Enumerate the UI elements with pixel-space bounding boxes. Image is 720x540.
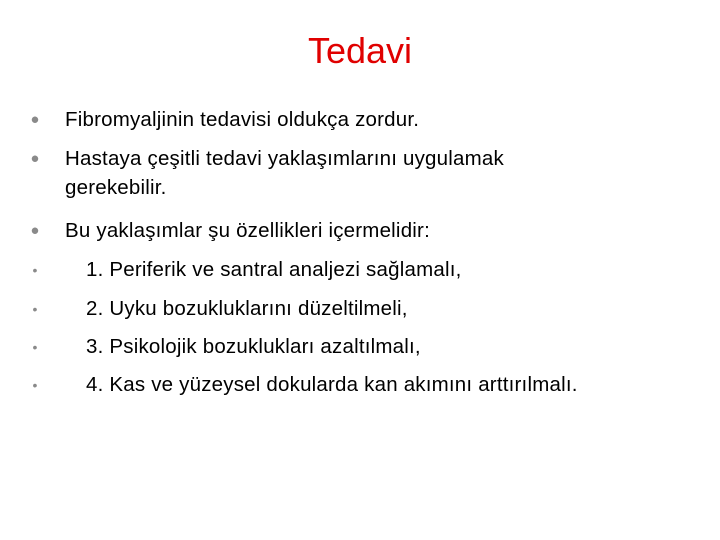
bullet-dot-icon: ● (30, 222, 40, 239)
bullet-dot-icon: ● (30, 150, 40, 167)
bullet-text: Fibromyaljinin tedavisi oldukça zordur. (65, 108, 420, 131)
sub-bullet-icon: • (32, 339, 38, 355)
sub-bullet-icon: • (32, 377, 38, 393)
bullet-text: gerekebilir. (65, 176, 167, 199)
sub-bullet-text: 2. Uyku bozukluklarını düzeltilmeli, (86, 297, 408, 320)
bullet-text: Hastaya çeşitli tedavi yaklaşımlarını uygulamak (65, 147, 504, 170)
sub-bullet-text: 4. Kas ve yüzeysel dokularda kan akımını arttırılmalı. (86, 373, 578, 396)
sub-bullet-text: 3. Psikolojik bozuklukları azaltılmalı, (86, 335, 421, 358)
bullet-dot-icon: ● (30, 111, 40, 128)
slide-title: Tedavi (307, 30, 413, 71)
bullet-text: Bu yaklaşımlar şu özellikleri içermelidir: (65, 219, 430, 242)
sub-bullet-icon: • (32, 301, 38, 317)
sub-bullet-text: 1. Periferik ve santral analjezi sağlamalı, (86, 258, 462, 281)
sub-bullet-icon: • (32, 262, 38, 278)
